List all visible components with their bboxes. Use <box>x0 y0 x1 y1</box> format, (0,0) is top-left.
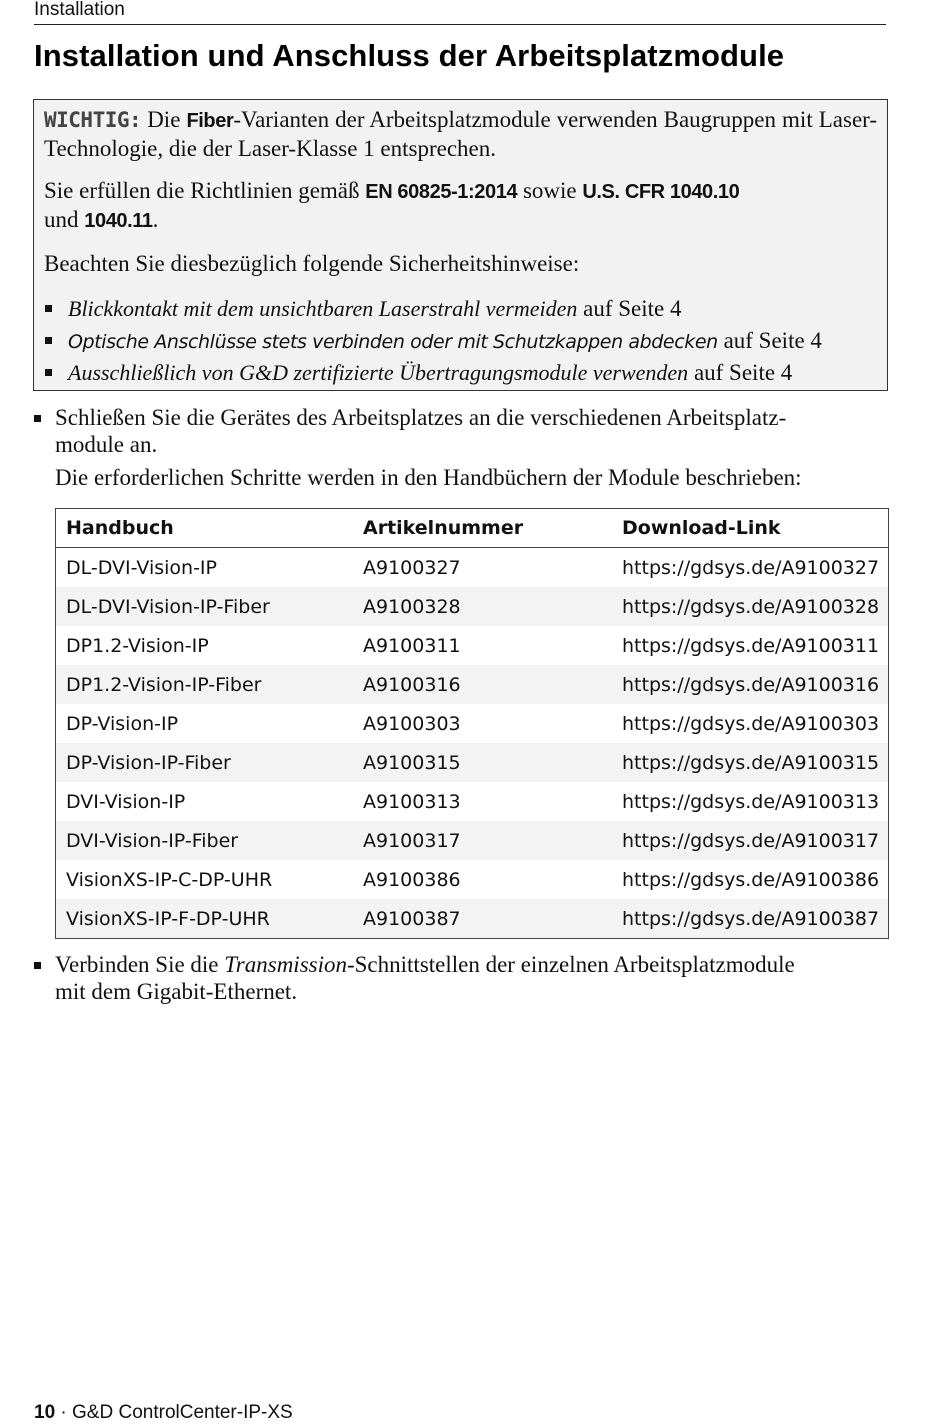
transmission-term: Transmission <box>224 952 347 977</box>
step-line <box>55 951 893 978</box>
manuals-table <box>55 508 889 939</box>
manual-name: DP-Vision-IP-Fiber <box>56 743 354 782</box>
safety-hint-item[interactable] <box>44 357 877 389</box>
table-row <box>56 782 889 821</box>
manual-name: DVI-Vision-IP-Fiber <box>56 821 354 860</box>
step-text-part: Verbinden Sie die <box>55 952 219 977</box>
step-line: mit dem Gigabit-Ethernet. <box>55 979 298 1004</box>
standard-cfr: U.S. CFR 1040.10 <box>582 181 740 203</box>
column-header-download-link: Download-Link <box>612 509 889 548</box>
download-link[interactable]: https://gdsys.de/A9100386 <box>622 868 880 891</box>
warning-text: Die <box>147 107 181 132</box>
table-row <box>56 626 889 665</box>
standard-cfr-2: 1040.11 <box>84 210 153 232</box>
warning-box <box>33 99 888 391</box>
table-row <box>56 860 889 899</box>
warning-label: WICHTIG: <box>44 108 142 132</box>
step-text <box>55 951 893 1005</box>
running-header <box>34 0 886 25</box>
article-number: A9100315 <box>353 743 612 782</box>
article-number: A9100327 <box>363 556 461 579</box>
page-footer <box>34 1402 293 1424</box>
download-link[interactable]: https://gdsys.de/A9100387 <box>612 899 889 939</box>
table-header-row <box>56 509 889 548</box>
article-number: A9100311 <box>363 634 461 657</box>
standards-conjunction: sowie <box>522 178 577 203</box>
step-text-part: -Schnittstellen der einzelnen Arbeitsplatzmodule <box>346 952 795 977</box>
step-connect-ethernet <box>33 951 893 1005</box>
page-title: Installation und Anschluss der Arbeitsplatzmodule <box>34 38 785 73</box>
sentence-end: . <box>152 207 159 232</box>
hint-page-ref[interactable]: auf Seite 4 <box>583 296 682 321</box>
hint-page-ref[interactable]: auf Seite 4 <box>693 360 793 385</box>
download-link[interactable]: https://gdsys.de/A9100313 <box>622 790 880 813</box>
column-header-manual: Handbuch <box>56 509 354 548</box>
article-number: A9100317 <box>353 821 612 860</box>
page-number: 10 <box>34 1402 56 1423</box>
square-bullet-icon <box>34 962 41 969</box>
download-link[interactable]: https://gdsys.de/A9100311 <box>622 634 880 657</box>
safety-hint-item[interactable] <box>44 325 877 357</box>
step-line: Schließen Sie die Gerätes des Arbeitsplatzes an die verschiedenen Arbeitsplatz- <box>55 405 787 430</box>
article-number: A9100328 <box>353 587 612 626</box>
step-note: Die erforderlichen Schritte werden in den Handbüchern der Module beschrieben: <box>55 465 802 490</box>
hint-link-text[interactable]: Optische Anschlüsse stets verbinden oder mit Schutzkappen abdecken <box>68 331 718 353</box>
warning-paragraph-2 <box>44 177 877 235</box>
standard-en: EN 60825-1:2014 <box>365 181 518 203</box>
download-link[interactable]: https://gdsys.de/A9100316 <box>612 665 889 704</box>
safety-hint-item[interactable] <box>44 293 877 325</box>
table-row <box>56 899 889 939</box>
step-text <box>55 404 893 491</box>
footer-separator: · <box>55 1402 73 1423</box>
step-line: module an. <box>55 432 158 457</box>
article-number: A9100386 <box>363 868 461 891</box>
column-header-article-number: Artikelnummer <box>353 509 612 548</box>
manual-name: DP1.2-Vision-IP <box>66 634 209 657</box>
manual-name: DVI-Vision-IP <box>66 790 186 813</box>
square-bullet-icon <box>45 305 52 312</box>
table-row <box>56 821 889 860</box>
header-section-label: Installation <box>34 0 125 20</box>
manual-name: DL-DVI-Vision-IP-Fiber <box>56 587 354 626</box>
safety-hint-list <box>44 293 877 389</box>
standards-and: und <box>44 207 79 232</box>
article-number: A9100303 <box>363 712 461 735</box>
hint-link-text[interactable]: Ausschließlich von G&D zertifizierte Übertragungsmodule verwenden <box>68 360 689 385</box>
step-connect-devices <box>33 404 893 491</box>
table-row <box>56 704 889 743</box>
warning-paragraph-3: Beachten Sie diesbezüglich folgende Sicherheitshinweise: <box>44 251 580 276</box>
square-bullet-icon <box>45 337 52 344</box>
download-link[interactable]: https://gdsys.de/A9100317 <box>612 821 889 860</box>
fiber-term: Fiber <box>186 110 234 132</box>
warning-paragraph-1 <box>44 106 877 162</box>
standards-intro: Sie erfüllen die Richtlinien gemäß <box>44 178 360 203</box>
article-number: A9100316 <box>353 665 612 704</box>
footer-doc-title: G&D ControlCenter-IP-XS <box>72 1402 293 1423</box>
table-row <box>56 548 889 588</box>
table-row <box>56 743 889 782</box>
manual-name: VisionXS-IP-F-DP-UHR <box>56 899 354 939</box>
download-link[interactable]: https://gdsys.de/A9100303 <box>622 712 880 735</box>
manual-name: DP-Vision-IP <box>66 712 179 735</box>
manual-name: VisionXS-IP-C-DP-UHR <box>66 868 273 891</box>
manual-name: DL-DVI-Vision-IP <box>66 556 217 579</box>
article-number: A9100313 <box>363 790 461 813</box>
article-number: A9100387 <box>353 899 612 939</box>
download-link[interactable]: https://gdsys.de/A9100327 <box>622 556 880 579</box>
manual-name: DP1.2-Vision-IP-Fiber <box>56 665 354 704</box>
download-link[interactable]: https://gdsys.de/A9100328 <box>612 587 889 626</box>
square-bullet-icon <box>34 415 41 422</box>
download-link[interactable]: https://gdsys.de/A9100315 <box>612 743 889 782</box>
table-row <box>56 665 889 704</box>
hint-page-ref[interactable]: auf Seite 4 <box>723 328 822 353</box>
square-bullet-icon <box>45 369 52 376</box>
warning-text-cont: -Varianten der Arbeitsplatzmodule verwenden Baugruppen mit Laser-Technologie, die der Laser-Klasse 1 entsprechen. <box>44 107 878 161</box>
table-row <box>56 587 889 626</box>
hint-link-text[interactable]: Blickkontakt mit dem unsichtbaren Laserstrahl vermeiden <box>68 296 578 321</box>
